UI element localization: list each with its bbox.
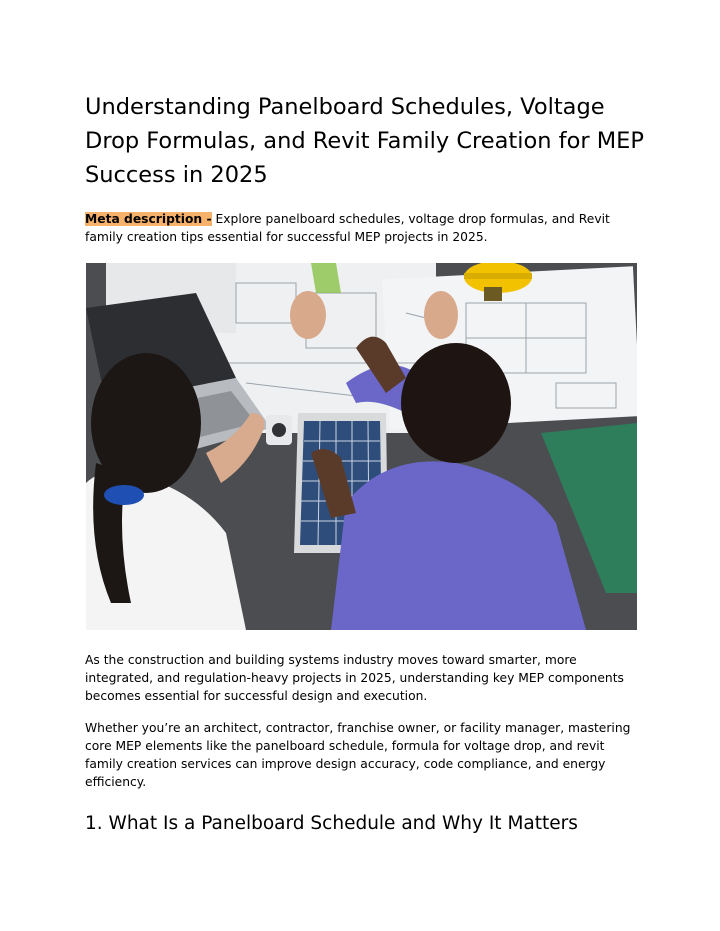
audience-paragraph: Whether you’re an architect, contractor, franchise owner, or facility manager, mastering core MEP elements like the panelboard schedule, formula for voltage drop, and revit family creation services can improve design accuracy, code compliance, and energy efficiency. — [85, 721, 631, 789]
meta-description-text: Explore panelboard schedules, voltage drop formulas, and Revit family creation tips essential for successful MEP projects in 2025. — [85, 212, 610, 244]
section-heading: 1. What Is a Panelboard Schedule and Why It Matters — [85, 813, 578, 834]
meta-description — [85, 210, 645, 246]
intro-paragraph: As the construction and building systems industry moves toward smarter, more integrated, and regulation-heavy projects in 2025, understanding key MEP components becomes essential for successful design and execution. — [85, 653, 624, 703]
engineers-at-desk-illustration — [86, 263, 637, 630]
hero-photo — [86, 263, 637, 630]
page-title: Understanding Panelboard Schedules, Voltage Drop Formulas, and Revit Family Creation for MEP Success in 2025 — [85, 94, 644, 188]
meta-description-label: Meta description - — [85, 212, 212, 226]
